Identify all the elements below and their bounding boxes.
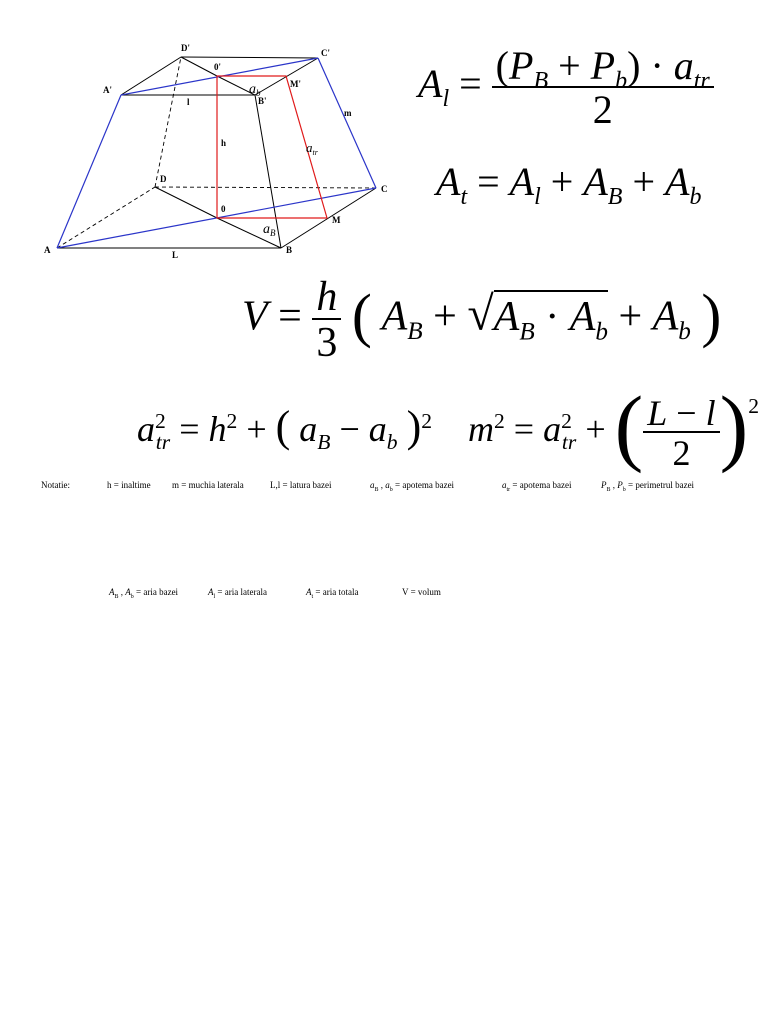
label-C: C [381, 184, 388, 194]
label-l: l [187, 97, 190, 107]
formula-volume: V = $\frac{h}{3}$ ( $A_B + √A_B \cdot A_b + A_b$ ) [242, 274, 722, 366]
notation-A-lateral: $A_l$ = aria laterala [208, 587, 267, 600]
label-B: B [286, 245, 293, 255]
formula-edge-squared: $m^2 = a^2_{tr}$ + ( $\frac{L - l}{2}$ )$^2$ [468, 378, 760, 474]
edge-C-C1 [318, 58, 376, 188]
label-D: D [160, 174, 167, 184]
formula-lateral-area: $A_l$ = $\frac{(P_B + P_b) \cdot a_{tr}}{2}$ [418, 46, 714, 130]
notation-prefix: Notatie: [41, 480, 70, 490]
label-C1: C' [321, 48, 330, 58]
label-O1: 0' [214, 62, 222, 72]
notation-aB: $a_B$ , $a_b$ = apotema bazei [370, 480, 455, 493]
label-B1: B' [258, 96, 267, 106]
label-ab: $a_b$ [249, 82, 261, 98]
diag-D-O [155, 187, 217, 218]
frustum-diagram [0, 0, 400, 270]
label-L: L [172, 250, 179, 260]
formula-apothem-squared: $a^2_{tr} = h^2$ + ( $a_B - a_b$ )$^2$ [137, 402, 433, 455]
label-M: M [332, 215, 341, 225]
formula-total-area: $A_t = A_l + A_B + A_b$ [436, 159, 702, 210]
notation-m: m = muchia laterala [172, 480, 244, 490]
label-M1: M' [290, 79, 301, 89]
label-aB: $a_B$ [263, 222, 276, 238]
label-atr: $a_{tr}$ [306, 140, 318, 157]
notation-A-total: $A_t$ = aria totala [306, 587, 359, 600]
label-m: m [344, 108, 352, 118]
edge-A-A1 [57, 95, 121, 248]
label-A1: A' [103, 85, 112, 95]
notation-h: h = inaltime [107, 480, 151, 490]
notation-A-bases: $A_B$ , $A_b$ = aria bazei [109, 587, 179, 600]
edge-D1-C1 [181, 57, 318, 58]
label-A: A [44, 245, 51, 255]
label-O: 0 [221, 204, 226, 214]
edge-D-C [155, 187, 376, 188]
edge-D-D1 [155, 57, 181, 187]
diag-D1-O1 [181, 57, 217, 76]
notation-row-1 [41, 480, 70, 490]
label-h: h [221, 138, 227, 148]
notation-atr: $a_{tr}$ = apotema bazei [502, 480, 572, 493]
notation-P: $P_B$ , $P_b$ = perimetrul bazei [601, 480, 695, 493]
notation-L: L,l = latura bazei [270, 480, 332, 490]
label-D1: D' [181, 43, 190, 53]
notation-V: V = volum [402, 587, 441, 597]
